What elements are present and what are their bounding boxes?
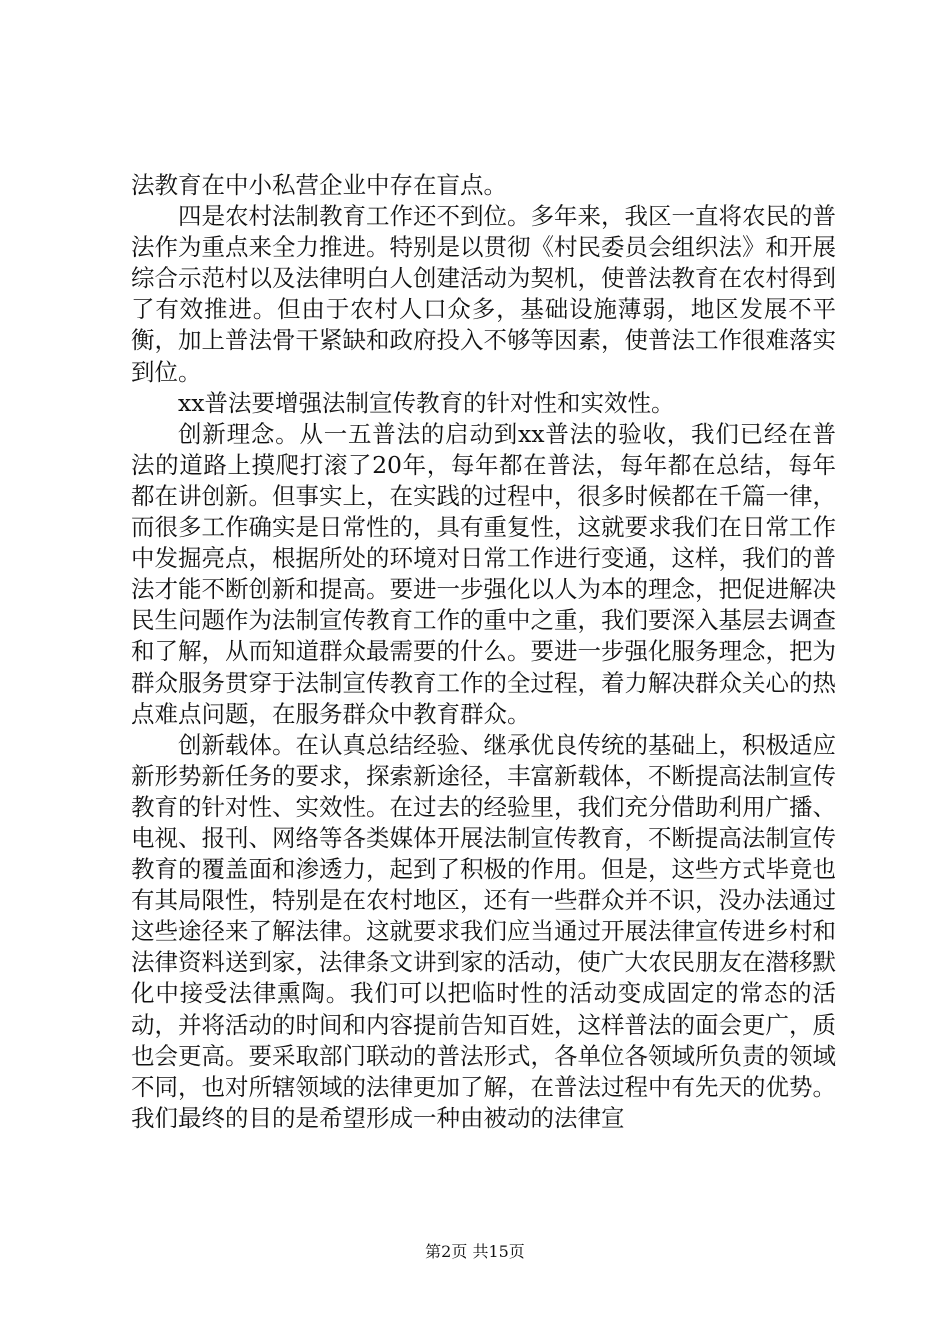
- page-footer: 第2页 共15页: [425, 1242, 525, 1261]
- paragraph-5: 创新载体。在认真总结经验、继承优良传统的基础上，积极适应新形势新任务的要求，探索新途径，丰富新载体，不断提高法制宣传教育的针对性、实效性。在过去的经验里，我们充分借助利用广播、电视、报刊、网络等各类媒体开展法制宣传教育，不断提高法制宣传教育的覆盖面和渗透力，起到了积极的作用。但是，这些方式毕竟也有其局限性，特别是在农村地区，还有一些群众并不识，没办法通过这些途径来了解法律。这就要求我们应当通过开展法律宣传进乡村和法律资料送到家，法律条文讲到家的活动，使广大农民朋友在潜移默化中接受法律熏陶。我们可以把临时性的活动变成固定的常态的活动，并将活动的时间和内容提前告知百姓，这样普法的面会更广，质也会更高。要采取部门联动的普法形式，各单位各领域所负责的领域不同，也对所辖领域的法律更加了解，在普法过程中有先天的优势。我们最终的目的是希望形成一种由被动的法律宣: [131, 730, 836, 1132]
- paragraph-1: 法教育在中小私营企业中存在盲点。: [131, 171, 507, 199]
- paragraph-4: 创新理念。从一五普法的启动到xx普法的验收，我们已经在普法的道路上摸爬打滚了20年，每年都在普法，每年都在总结，每年都在讲创新。但事实上，在实践的过程中，很多时候都在千篇一律，而很多工作确实是日常性的，具有重复性，这就要求我们在日常工作中发掘亮点，根据所处的环境对日常工作进行变通，这样，我们的普法才能不断创新和提高。要进一步强化以人为本的理念，把促进解决民生问题作为法制宣传教育工作的重中之重，我们要深入基层去调查和了解，从而知道群众最需要的什么。要进一步强化服务理念，把为群众服务贯穿于法制宣传教育工作的全过程，着力解决群众关心的热点难点问题，在服务群众中教育群众。: [131, 419, 836, 728]
- paragraph-3: xx普法要增强法制宣传教育的针对性和实效性。: [178, 388, 675, 417]
- document-body: [131, 170, 836, 1134]
- paragraph-2: 四是农村法制教育工作还不到位。多年来，我区一直将农民的普法作为重点来全力推进。特别是以贯彻《村民委员会组织法》和开展综合示范村以及法律明白人创建活动为契机，使普法教育在农村得到了有效推进。但由于农村人口众多，基础设施薄弱，地区发展不平衡，加上普法骨干紧缺和政府投入不够等因素，使普法工作很难落实到位。: [131, 202, 836, 386]
